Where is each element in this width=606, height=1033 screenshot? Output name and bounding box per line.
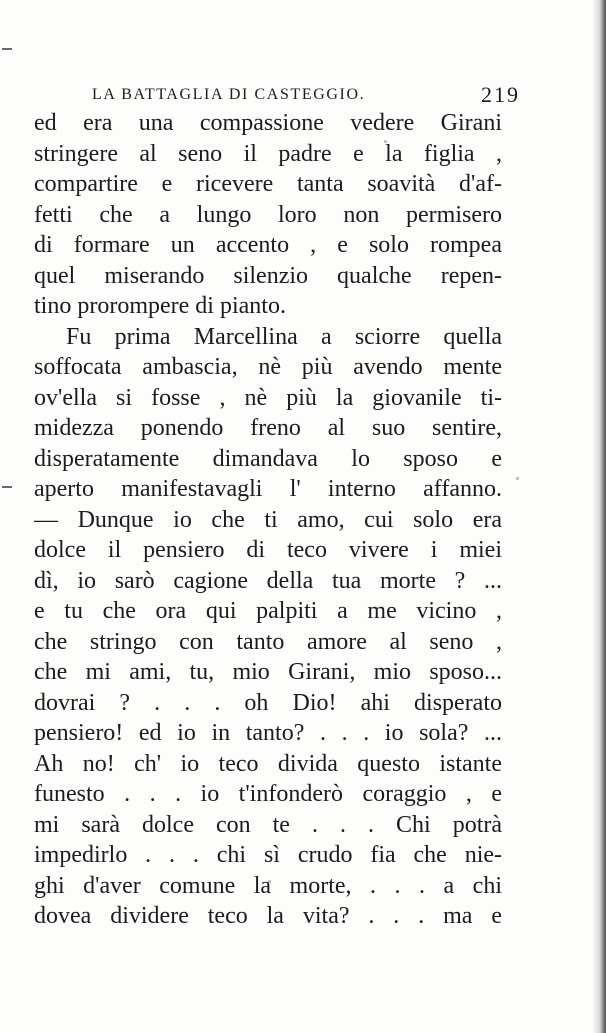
text-line: ov'ella si fosse , nè più la giovanile ti- [34, 384, 502, 411]
margin-mark [2, 48, 12, 50]
text-line: compartire e ricevere tanta soavità d'af- [34, 171, 502, 197]
text-line: dì, io sarò cagione della tua morte ? ... [34, 567, 502, 594]
page-header [92, 84, 520, 110]
text-line: disperatamente dimandava lo sposo e [34, 445, 502, 472]
body-text [34, 108, 502, 932]
text-line: fetti che a lungo loro non permisero [34, 201, 502, 228]
text-line: tino prorompere di pianto. [34, 293, 286, 319]
text-line: Fu prima Marcellina a sciorre quella [66, 323, 502, 350]
text-line: e tu che ora qui palpiti a me vicino , [34, 598, 502, 624]
text-line: dolce il pensiero di teco vivere i miei [34, 537, 502, 563]
text-line: che mi ami, tu, mio Girani, mio sposo... [34, 659, 502, 685]
text-line: funesto . . . io t'infonderò coraggio , e [34, 781, 502, 807]
text-line: dovea dividere teco la vita? . . . ma e [34, 903, 502, 929]
text-line: ghi d'aver comune la morte, . . . a chi [34, 872, 502, 899]
text-line: pensiero! ed io in tanto? . . . io sola? ... [34, 720, 502, 746]
running-head: LA BATTAGLIA DI CASTEGGIO. [92, 86, 366, 103]
text-line: ed era una compassione vedere Girani [34, 110, 502, 136]
text-line: aperto manifestavagli l' interno affanno. [34, 476, 502, 502]
text-line: midezza ponendo freno al suo sentire, [34, 415, 502, 441]
text-line: soffocata ambascia, nè più avendo mente [34, 354, 502, 380]
text-line: dovrai ? . . . oh Dio! ahi disperato [34, 689, 502, 716]
text-line: mi sarà dolce con te . . . Chi potrà [34, 811, 502, 838]
text-line: impedirlo . . . chi sì crudo fia che nie- [34, 842, 502, 868]
page-number: 219 [481, 82, 520, 107]
page-edge-shadow [592, 0, 606, 1033]
text-line: — Dunque io che ti amo, cui solo era [34, 506, 502, 533]
text-line: stringere al seno il padre e la figlia , [34, 140, 502, 167]
text-line: Ah no! ch' io teco divida questo istante [34, 750, 502, 777]
text-line: quel miserando silenzio qualche repen- [34, 262, 502, 289]
margin-mark [2, 486, 12, 488]
text-line: che stringo con tanto amore al seno , [34, 628, 502, 655]
paper-speck [516, 477, 519, 480]
text-line: di formare un accento , e solo rompea [34, 232, 502, 258]
